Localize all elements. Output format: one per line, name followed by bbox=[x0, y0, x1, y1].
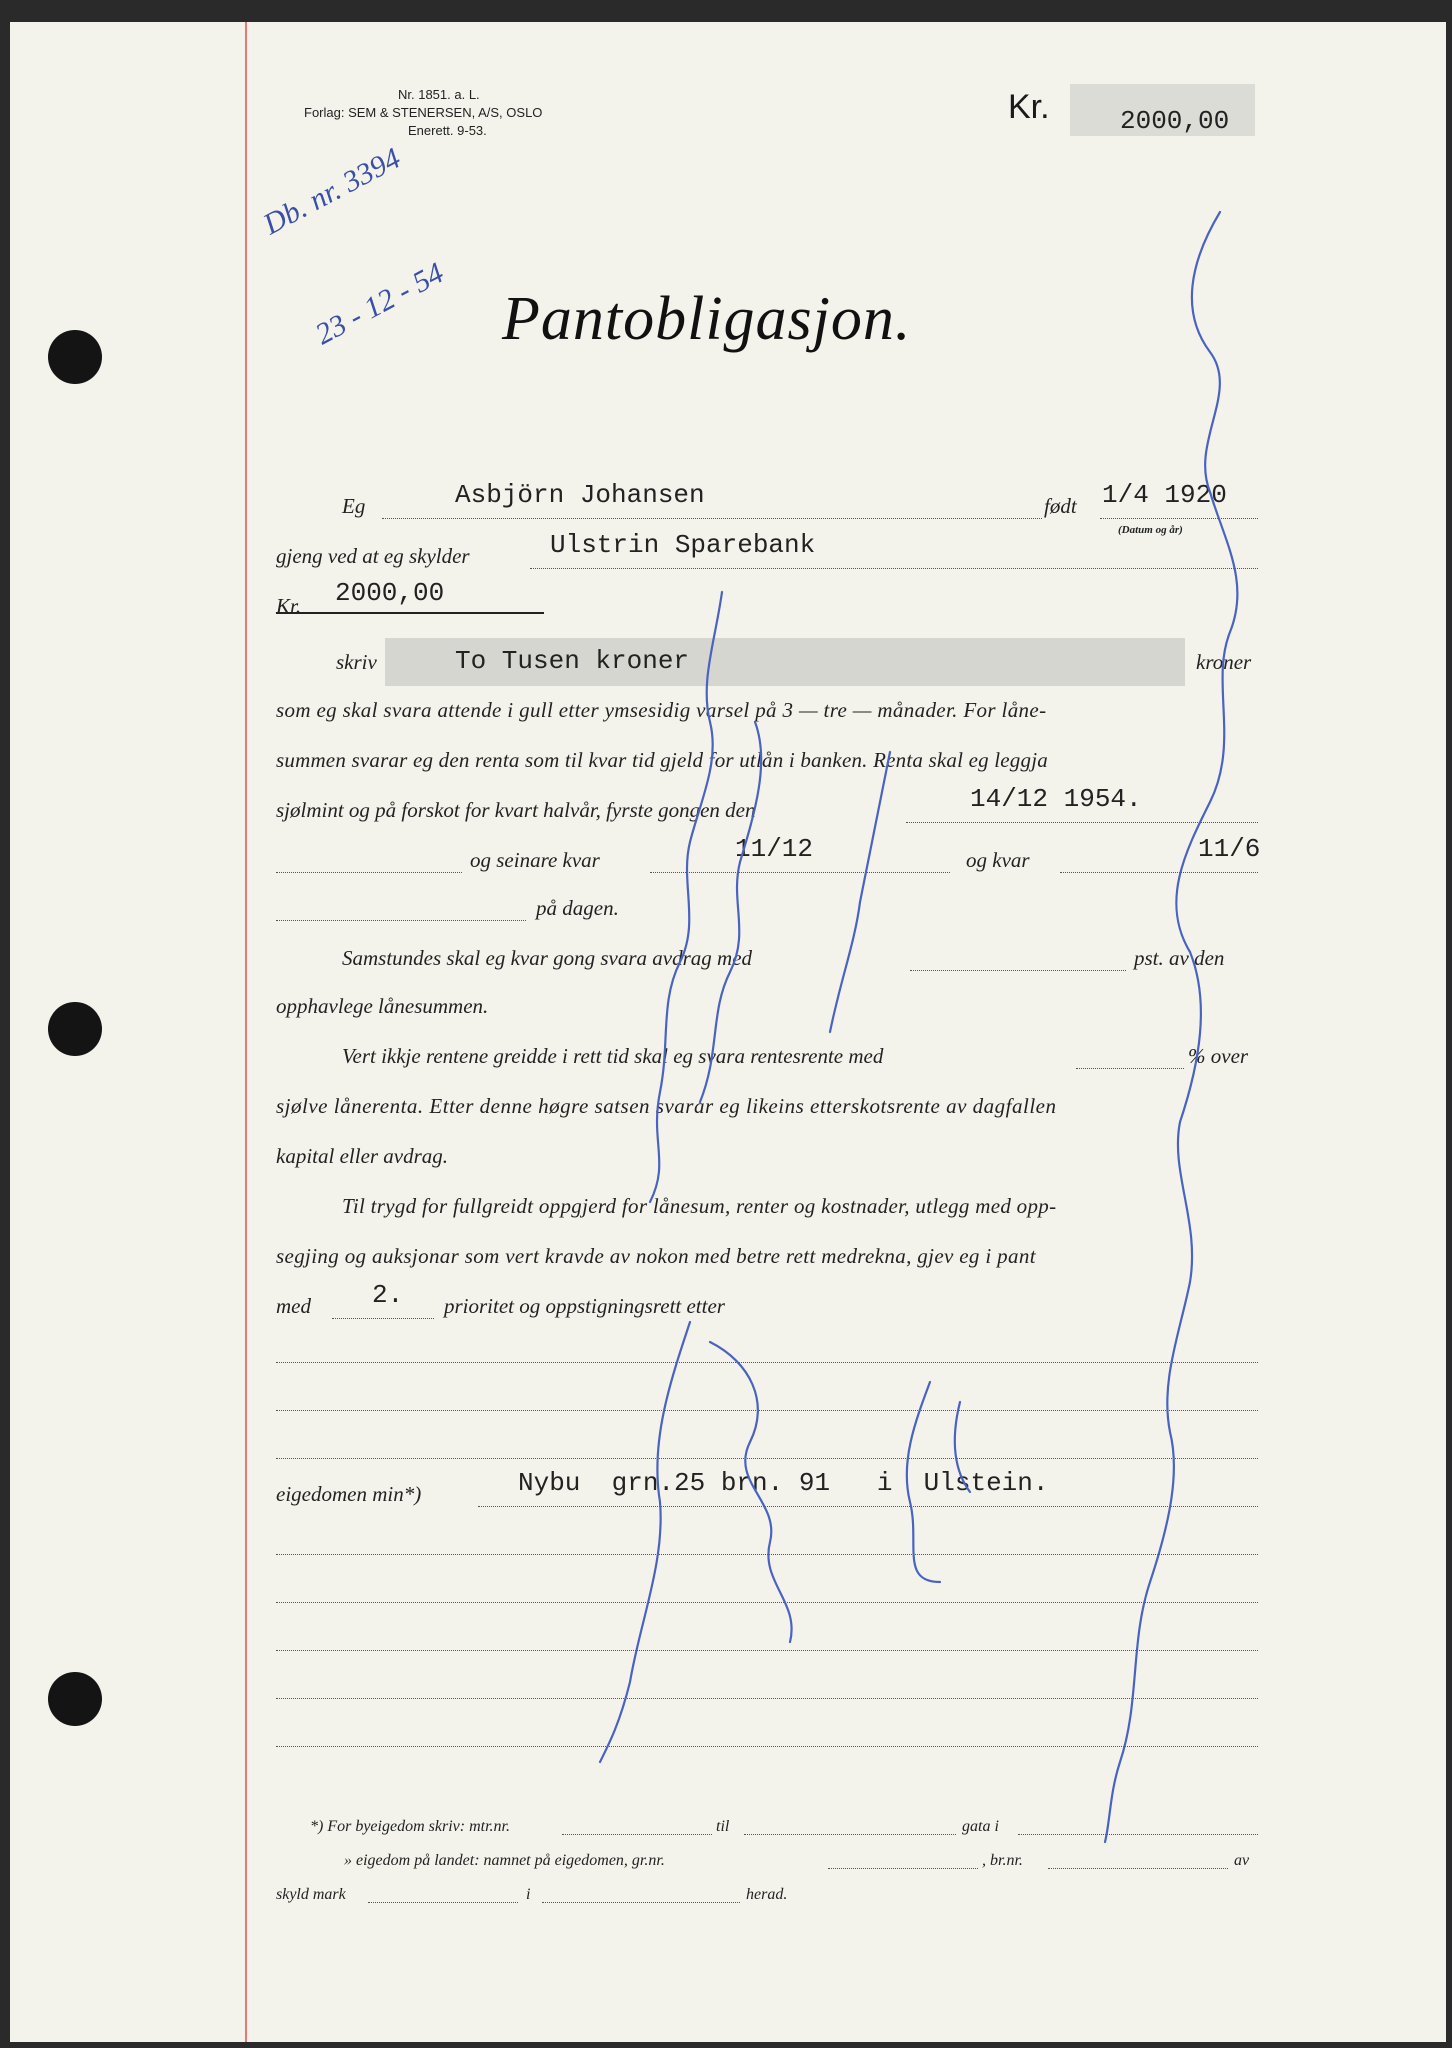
interest-line-2: sjølve lånerenta. Etter denne høgre satsen svarar eg likeins etterskotsrente av dagfallen bbox=[276, 1094, 1057, 1118]
footnote-line-1c: gata i bbox=[962, 1818, 999, 1835]
footnote-line-3b: i bbox=[526, 1886, 531, 1903]
skriv-label: skriv bbox=[336, 650, 377, 674]
terms-line-1: som eg skal svara attende i gull etter ymsesidig varsel på 3 — tre — månader. For låne- bbox=[276, 698, 1047, 722]
amount-top-label: Kr. bbox=[1008, 88, 1050, 126]
skylder-label: gjeng ved at eg skylder bbox=[276, 544, 470, 568]
kroner-label: kroner bbox=[1196, 650, 1252, 674]
footnote-line-2b: , br.nr. bbox=[982, 1852, 1023, 1869]
signature-scrawl bbox=[10, 22, 1446, 2042]
footnote-line-3a: skyld mark bbox=[276, 1886, 346, 1903]
eigedom-label: eigedomen min*) bbox=[276, 1482, 422, 1506]
interest-line-3: kapital eller avdrag. bbox=[276, 1144, 449, 1168]
property-description: Nybu grn.25 brn. 91 i Ulstein. bbox=[518, 1468, 1049, 1498]
birthdate: 1/4 1920 bbox=[1102, 480, 1227, 510]
footnote-line-2c: av bbox=[1234, 1852, 1250, 1869]
creditor-name: Ulstrin Sparebank bbox=[550, 530, 816, 560]
document-page bbox=[10, 22, 1446, 2042]
publisher-line-1: Nr. 1851. a. L. bbox=[398, 87, 480, 102]
publisher-line-2: Forlag: SEM & STENERSEN, A/S, OSLO bbox=[304, 105, 543, 120]
footnote-line-1a: *) For byeigedom skriv: mtr.nr. bbox=[310, 1818, 510, 1835]
debtor-name: Asbjörn Johansen bbox=[455, 480, 705, 510]
footnote-line-3c: herad. bbox=[746, 1886, 788, 1903]
registration-number: Db. nr. 3394 bbox=[258, 141, 406, 242]
publisher-line-3: Enerett. 9-53. bbox=[408, 123, 487, 138]
eg-label: Eg bbox=[342, 494, 366, 518]
payment-date-2: 11/12 bbox=[735, 834, 814, 864]
avdrag-text: Samstundes skal eg kvar gong svara avdrag med bbox=[342, 946, 753, 970]
security-line-1: Til trygd for fullgreidt oppgjerd for lånesum, renter og kostnader, utlegg med opp- bbox=[342, 1194, 1057, 1218]
terms-line-2: summen svarar eg den renta som til kvar tid gjeld for utlån i banken. Renta skal eg leggja bbox=[276, 748, 1048, 772]
percent-over-label: % over bbox=[1188, 1044, 1249, 1068]
security-line-2: segjing og auksjonar som vert kravde av nokon med betre rett medrekna, gjev eg i pant bbox=[276, 1244, 1036, 1268]
amount-top-value: 2000,00 bbox=[1120, 106, 1230, 136]
footnote-line-1b: til bbox=[716, 1818, 730, 1835]
priority-number: 2. bbox=[372, 1280, 404, 1310]
registration-date: 23 - 12 - 54 bbox=[310, 256, 450, 352]
amount-in-words: To Tusen kroner bbox=[455, 646, 690, 676]
terms-line-3: sjølmint og på forskot for kvart halvår, fyrste gongen den bbox=[276, 798, 756, 822]
amount-figures: 2000,00 bbox=[335, 578, 445, 608]
first-payment-date: 14/12 1954. bbox=[970, 784, 1142, 814]
document-title: Pantobligasjon. bbox=[502, 285, 912, 353]
opphavlege-label: opphavlege lånesummen. bbox=[276, 994, 489, 1018]
footnote-line-2a: » eigedom på landet: namnet på eigedomen, gr.nr. bbox=[344, 1852, 665, 1869]
med-label: med bbox=[276, 1294, 311, 1318]
kr-label: Kr. bbox=[276, 594, 302, 618]
fodt-label: født bbox=[1044, 494, 1077, 518]
og-kvar-label: og kvar bbox=[966, 848, 1030, 872]
datum-note: (Datum og år) bbox=[1118, 524, 1183, 536]
prioritet-label: prioritet og oppstigningsrett etter bbox=[444, 1294, 725, 1318]
seinare-label: og seinare kvar bbox=[470, 848, 600, 872]
pst-label: pst. av den bbox=[1134, 946, 1225, 970]
pa-dagen-label: på dagen. bbox=[536, 896, 619, 920]
payment-date-3: 11/6 bbox=[1198, 834, 1261, 864]
rentesrente-text: Vert ikkje rentene greidde i rett tid skal eg svara rentesrente med bbox=[342, 1044, 884, 1068]
